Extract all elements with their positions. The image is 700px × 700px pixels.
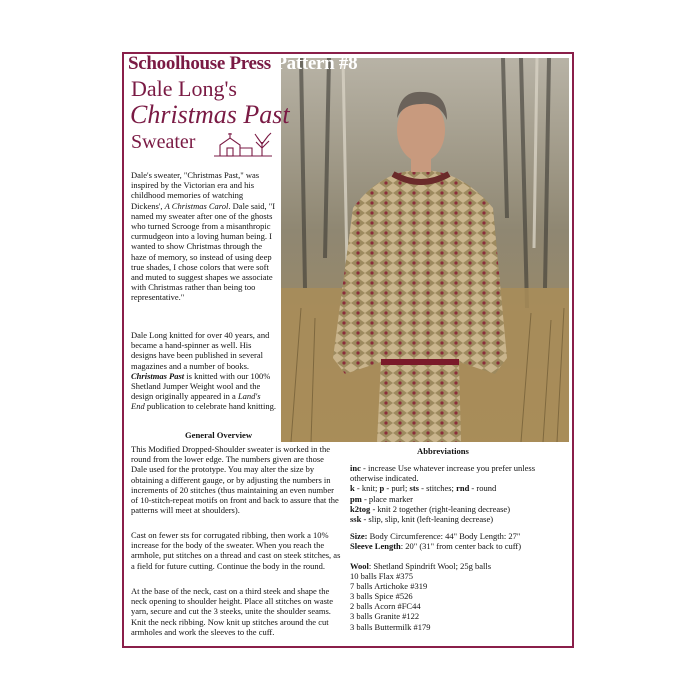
abbr-k2tog: k2tog - knit 2 together (right-leaning decrease) — [350, 503, 511, 514]
title-line-3: Sweater — [131, 131, 196, 153]
abbr-knit-purl: k - knit; p - purl; sts - stitches; rnd - round — [350, 483, 497, 494]
size-info: Size: Body Circumference: 44" Body Length: 27" Sleeve Length: 20" (31" from center back to cuff) — [350, 531, 522, 552]
wool-item: 7 balls Artichoke #319 — [350, 581, 428, 592]
general-paragraph-1: This Modified Dropped-Shoulder sweater is worked in the round from the lower edge. The numbers given are those Dale used for the prototype. You may alter the size by obtaining a different gauge, or by adjusting the numbers in increments of 20 stitches (thus maintaining an even number of 10-stitch-repeat motifs on front and back to assure that the patterns will meet at shoulders). — [131, 444, 339, 516]
wool-item: 3 balls Granite #122 — [350, 611, 420, 622]
general-paragraph-2: Cast on fewer sts for corrugated ribbing, then work a 10% increase for the body of the sweater. When you reach the armhole, put stitches on a thread and cast on steek stitches, as a field for future cutting. Continue the body in the round. — [131, 530, 341, 571]
abbreviations-list — [350, 463, 570, 524]
brand-title: Schoolhouse Press Pattern #8 — [128, 53, 358, 74]
wool-info: Wool: Shetland Spindrift Wool; 25g balls 10 balls Flax #375 7 balls Artichoke #319 3 balls Spice #526 2 balls Acorn #FC44 3 balls Granite #122 3 balls Buttermilk #179 — [350, 561, 570, 632]
wool-item: 2 balls Acorn #FC44 — [350, 601, 421, 612]
abbr-inc: inc - increase Use whatever increase you prefer unless otherwise indicated. — [350, 463, 536, 484]
general-overview-heading: General Overview — [185, 430, 253, 440]
abbreviations-heading: Abbreviations — [417, 446, 469, 456]
intro-paragraph-2: Dale Long knitted for over 40 years, and became a hand-spinner as well. His designs have been published in several magazines and a number of books. Christmas Past is knitted with our 100% Shetland Jumper Weight wool and the design originally appeared in a Land's End publication to celebrate hand knitting. — [131, 330, 276, 412]
title-line-2: Christmas Past — [130, 100, 290, 129]
abbr-ssk: ssk - slip, slip, knit (left-leaning decrease) — [350, 514, 494, 525]
wool-item: 10 balls Flax #375 — [350, 571, 414, 582]
title-line-1: Dale Long's — [131, 76, 237, 101]
wool-item: 3 balls Buttermilk #179 — [350, 621, 431, 632]
general-paragraph-3: At the base of the neck, cast on a third steek and shape the neck opening to shoulder height. Place all stitches on waste yarn, secure and cut the 3 steeks, unite the shoulder seams. Knit the neck ribbing. Now knit up stitches around the cut armholes and work the sleeves to the cuff. — [131, 586, 334, 637]
wool-item: 3 balls Spice #526 — [350, 591, 413, 602]
schoolhouse-icon — [212, 130, 276, 158]
intro-paragraph-1: Dale's sweater, "Christmas Past," was inspired by the Victorian era and his childhood memories of watching Dickens', A Christmas Carol. Dale said, "I named my sweater after one of the ghosts who turned Scrooge from a misanthropic curmudgeon into a loving human being. I wanted to show Christmas through the haze of memory, so instead of using deep true shades, I chose colors that were soft and muted to suggest shapes we associate with Christmas rather than being too representative." — [131, 170, 276, 303]
abbr-pm: pm - place marker — [350, 493, 414, 504]
man-in-sweater-photo — [281, 58, 569, 442]
